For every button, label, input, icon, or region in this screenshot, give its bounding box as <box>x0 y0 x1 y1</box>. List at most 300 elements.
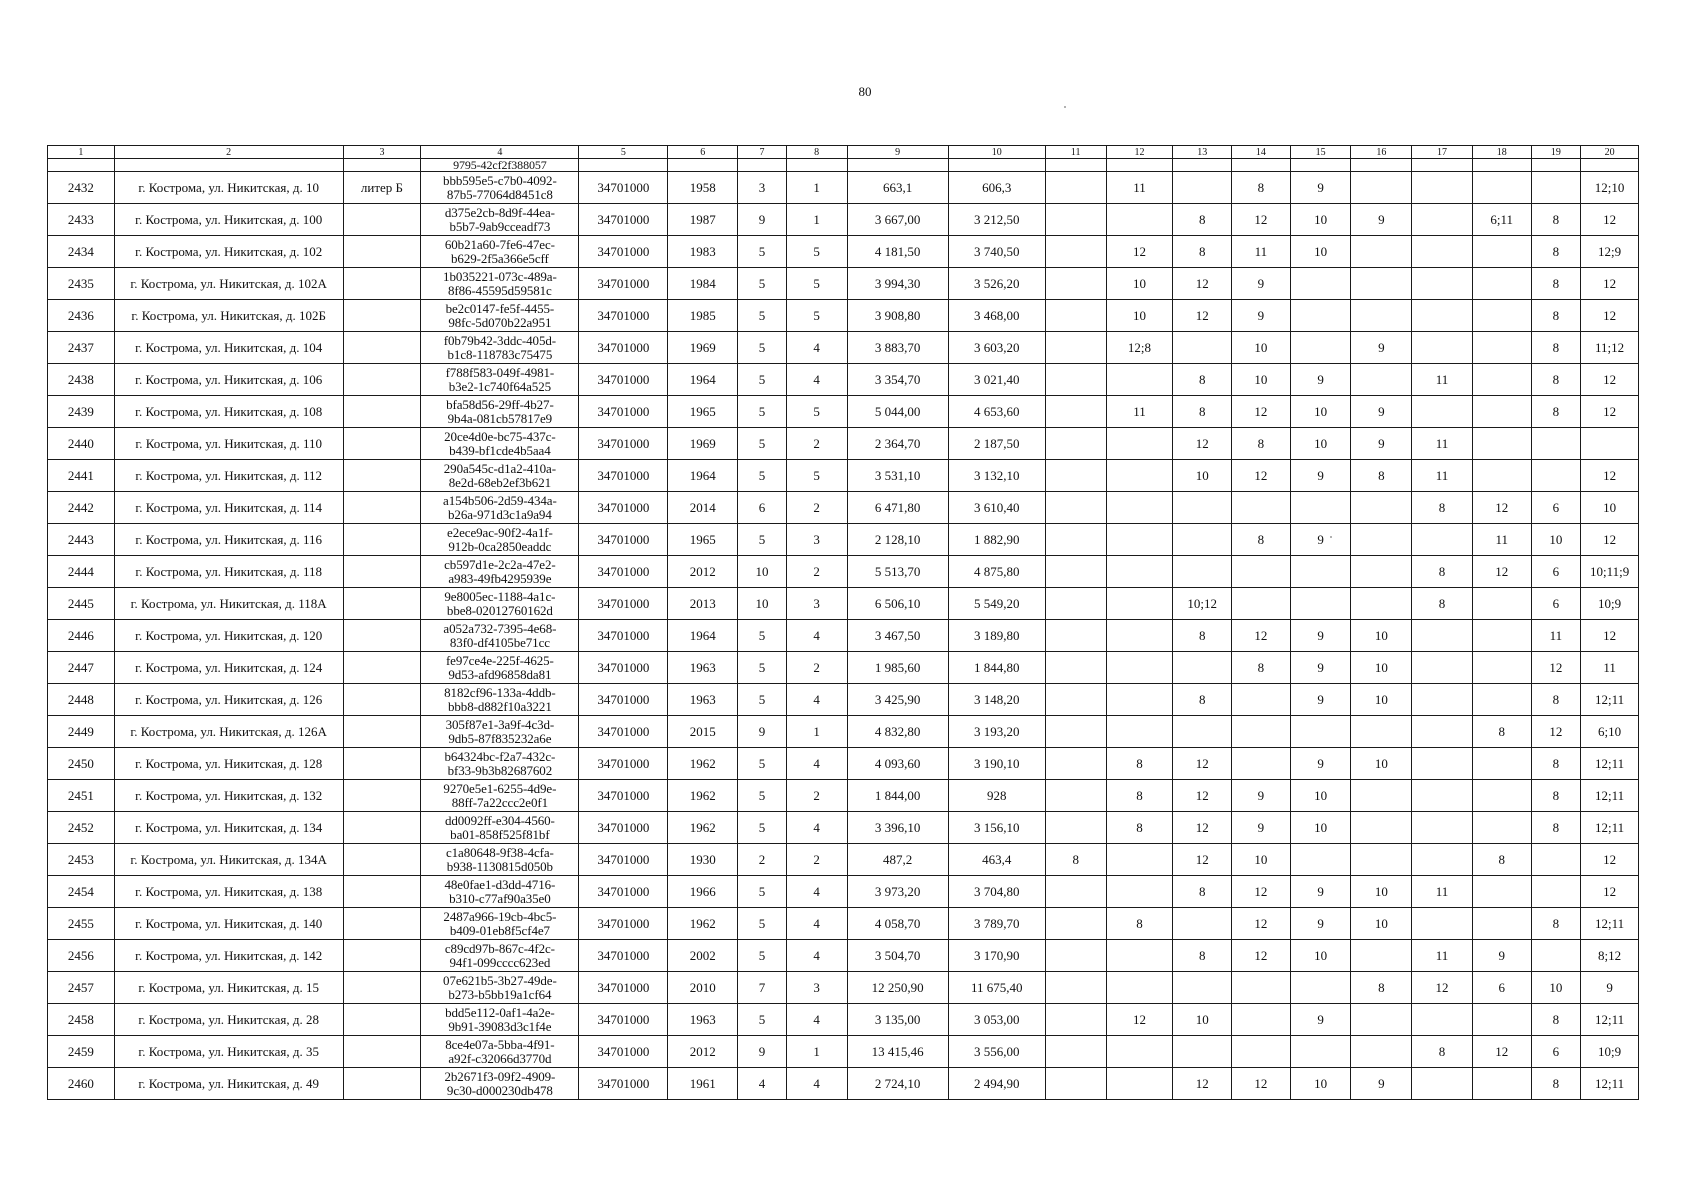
column-11-cell <box>1045 1004 1106 1036</box>
row-number: 2446 <box>48 620 115 652</box>
page-number: 80 <box>858 84 872 99</box>
address-cell: г. Кострома, ул. Никитская, д. 140 <box>114 908 343 940</box>
table-row <box>48 716 1639 748</box>
column-19-cell <box>1531 460 1581 492</box>
column-13-cell: 12 <box>1173 268 1232 300</box>
column-19-cell: 6 <box>1531 588 1581 620</box>
column-16-cell <box>1351 236 1412 268</box>
liter-cell <box>343 812 421 844</box>
column-18-cell <box>1472 588 1531 620</box>
column-10-cell: 606,3 <box>948 172 1045 204</box>
uuid-line: 8182cf96-133a-4ddb- <box>444 684 556 700</box>
year-cell: 1985 <box>668 300 738 332</box>
address-cell: г. Кострома, ул. Никитская, д. 112 <box>114 460 343 492</box>
column-12-cell: 8 <box>1106 780 1173 812</box>
column-7-cell: 5 <box>738 620 787 652</box>
oktmo-cell: 34701000 <box>579 1068 668 1100</box>
uuid-line: 88ff-7a22ccc2e0f1 <box>451 794 548 810</box>
column-16-cell <box>1351 524 1412 556</box>
column-15-cell <box>1290 588 1351 620</box>
uuid-line: 8f86-45595d59581c <box>448 282 552 298</box>
column-12-cell: 12 <box>1106 236 1173 268</box>
column-14-cell <box>1232 1036 1291 1068</box>
column-20-cell <box>1581 428 1639 460</box>
column-17-cell: 11 <box>1412 364 1473 396</box>
column-12-cell <box>1106 556 1173 588</box>
column-14-cell: 10 <box>1232 364 1291 396</box>
column-8-cell: 1 <box>786 716 847 748</box>
column-7-cell: 5 <box>738 236 787 268</box>
column-11-cell <box>1045 588 1106 620</box>
column-9-cell: 3 973,20 <box>847 876 948 908</box>
uuid-line: d375e2cb-8d9f-44ea- <box>444 204 555 220</box>
column-14-cell: 8 <box>1232 428 1291 460</box>
oktmo-cell: 34701000 <box>579 300 668 332</box>
oktmo-cell: 34701000 <box>579 172 668 204</box>
address-cell: г. Кострома, ул. Никитская, д. 126А <box>114 716 343 748</box>
uuid-line: b629-2f5a366e5cff <box>451 250 549 266</box>
uuid-cell <box>421 524 579 556</box>
column-9-cell: 3 531,10 <box>847 460 948 492</box>
column-14-cell <box>1232 492 1291 524</box>
column-13-cell: 8 <box>1173 396 1232 428</box>
oktmo-cell: 34701000 <box>579 524 668 556</box>
column-17-cell: 8 <box>1412 588 1473 620</box>
column-18-cell <box>1472 236 1531 268</box>
column-7-cell: 5 <box>738 332 787 364</box>
column-18-cell: 8 <box>1472 844 1531 876</box>
column-7-cell: 5 <box>738 524 787 556</box>
oktmo-cell: 34701000 <box>579 812 668 844</box>
column-17-cell: 8 <box>1412 556 1473 588</box>
uuid-cell <box>421 460 579 492</box>
column-15-cell: 9 <box>1290 524 1351 556</box>
column-13-cell: 8 <box>1173 364 1232 396</box>
uuid-line: b409-01eb8f5cf4e7 <box>449 922 550 938</box>
column-14-cell: 8 <box>1232 172 1291 204</box>
column-11-cell <box>1045 396 1106 428</box>
year-cell: 2010 <box>668 972 738 1004</box>
column-9-cell: 5 513,70 <box>847 556 948 588</box>
column-12-cell: 11 <box>1106 172 1173 204</box>
column-8-cell: 3 <box>786 972 847 1004</box>
address-cell: г. Кострома, ул. Никитская, д. 128 <box>114 748 343 780</box>
column-number-18: 18 <box>1472 146 1531 159</box>
uuid-line: a154b506-2d59-434a- <box>443 492 557 508</box>
row-number: 2452 <box>48 812 115 844</box>
column-14-cell: 12 <box>1232 876 1291 908</box>
uuid-cell <box>421 588 579 620</box>
row-number: 2443 <box>48 524 115 556</box>
row-number: 2445 <box>48 588 115 620</box>
column-14-cell: 10 <box>1232 844 1291 876</box>
column-10-cell: 11 675,40 <box>948 972 1045 1004</box>
column-20-cell: 12;11 <box>1581 908 1639 940</box>
uuid-line: b26a-971d3c1a9a94 <box>448 506 552 522</box>
column-19-cell: 8 <box>1531 908 1581 940</box>
oktmo-cell: 34701000 <box>579 908 668 940</box>
column-8-cell: 5 <box>786 300 847 332</box>
row-number: 2436 <box>48 300 115 332</box>
column-17-cell: 11 <box>1412 940 1473 972</box>
column-10-cell: 1 844,80 <box>948 652 1045 684</box>
column-8-cell: 1 <box>786 172 847 204</box>
column-8-cell: 2 <box>786 652 847 684</box>
column-14-cell: 12 <box>1232 1068 1291 1100</box>
year-cell: 1963 <box>668 652 738 684</box>
column-9-cell: 5 044,00 <box>847 396 948 428</box>
column-number-3: 3 <box>343 146 421 159</box>
oktmo-cell: 34701000 <box>579 364 668 396</box>
column-8-cell: 2 <box>786 556 847 588</box>
table-row <box>48 300 1639 332</box>
uuid-line: 290a545c-d1a2-410a- <box>443 460 556 476</box>
column-14-cell <box>1232 972 1291 1004</box>
column-18-cell <box>1472 1004 1531 1036</box>
uuid-line: 48e0fae1-d3dd-4716- <box>444 876 556 892</box>
uuid-line: b310-c77af90a35e0 <box>449 890 551 906</box>
oktmo-cell: 34701000 <box>579 1004 668 1036</box>
uuid-line: 305f87e1-3a9f-4c3d- <box>445 716 555 732</box>
column-8-cell: 5 <box>786 268 847 300</box>
column-19-cell: 8 <box>1531 396 1581 428</box>
uuid-line: e2ece9ac-90f2-4a1f- <box>447 524 553 540</box>
column-9-cell: 12 250,90 <box>847 972 948 1004</box>
liter-cell <box>343 428 421 460</box>
column-9-cell: 663,1 <box>847 172 948 204</box>
column-10-cell: 3 021,40 <box>948 364 1045 396</box>
column-8-cell: 2 <box>786 492 847 524</box>
address-cell: г. Кострома, ул. Никитская, д. 142 <box>114 940 343 972</box>
uuid-line: dd0092ff-e304-4560- <box>444 812 555 828</box>
uuid-line: a052a732-7395-4e68- <box>443 620 557 636</box>
column-7-cell: 5 <box>738 780 787 812</box>
column-20-cell: 10 <box>1581 492 1639 524</box>
column-11-cell <box>1045 492 1106 524</box>
column-13-cell <box>1173 332 1232 364</box>
address-cell: г. Кострома, ул. Никитская, д. 106 <box>114 364 343 396</box>
column-16-cell <box>1351 1036 1412 1068</box>
column-19-cell: 12 <box>1531 652 1581 684</box>
column-8-cell: 4 <box>786 908 847 940</box>
uuid-line: be2c0147-fe5f-4455- <box>445 300 555 316</box>
year-cell: 2012 <box>668 556 738 588</box>
liter-cell <box>343 1004 421 1036</box>
column-18-cell <box>1472 268 1531 300</box>
column-13-cell: 8 <box>1173 236 1232 268</box>
uuid-line: ba01-858f525f81bf <box>450 826 550 842</box>
column-number-8: 8 <box>786 146 847 159</box>
oktmo-cell: 34701000 <box>579 940 668 972</box>
year-cell: 1964 <box>668 620 738 652</box>
table-row <box>48 1036 1639 1068</box>
column-18-cell: 12 <box>1472 1036 1531 1068</box>
column-16-cell <box>1351 940 1412 972</box>
column-17-cell <box>1412 652 1473 684</box>
column-9-cell: 1 844,00 <box>847 780 948 812</box>
address-cell: г. Кострома, ул. Никитская, д. 118 <box>114 556 343 588</box>
column-9-cell: 2 128,10 <box>847 524 948 556</box>
oktmo-cell: 34701000 <box>579 588 668 620</box>
year-cell: 1965 <box>668 396 738 428</box>
address-cell: г. Кострома, ул. Никитская, д. 126 <box>114 684 343 716</box>
column-20-cell: 12;11 <box>1581 780 1639 812</box>
liter-cell: литер Б <box>343 172 421 204</box>
column-13-cell <box>1173 972 1232 1004</box>
uuid-cell <box>421 300 579 332</box>
column-13-cell: 8 <box>1173 876 1232 908</box>
column-17-cell <box>1412 748 1473 780</box>
column-16-cell: 10 <box>1351 908 1412 940</box>
uuid-line: cb597d1e-2c2a-47e2- <box>444 556 556 572</box>
uuid-line: a983-49fb4295939e <box>448 570 552 586</box>
column-7-cell: 10 <box>738 556 787 588</box>
column-8-cell: 3 <box>786 588 847 620</box>
column-10-cell: 3 132,10 <box>948 460 1045 492</box>
address-cell: г. Кострома, ул. Никитская, д. 134 <box>114 812 343 844</box>
uuid-line: c89cd97b-867c-4f2c- <box>444 940 555 956</box>
uuid-line: 07e621b5-3b27-49de- <box>443 972 557 988</box>
uuid-cell <box>421 492 579 524</box>
column-15-cell <box>1290 1036 1351 1068</box>
column-12-cell <box>1106 620 1173 652</box>
column-13-cell: 10 <box>1173 460 1232 492</box>
column-number-4: 4 <box>421 146 579 159</box>
uuid-cell <box>421 940 579 972</box>
column-number-17: 17 <box>1412 146 1473 159</box>
table-row <box>48 396 1639 428</box>
column-16-cell: 9 <box>1351 396 1412 428</box>
column-7-cell: 6 <box>738 492 787 524</box>
column-13-cell <box>1173 716 1232 748</box>
column-20-cell: 12;11 <box>1581 684 1639 716</box>
column-20-cell: 12 <box>1581 620 1639 652</box>
column-8-cell: 1 <box>786 1036 847 1068</box>
column-17-cell <box>1412 524 1473 556</box>
column-7-cell: 5 <box>738 300 787 332</box>
column-19-cell: 8 <box>1531 780 1581 812</box>
column-20-cell: 12;11 <box>1581 1068 1639 1100</box>
column-10-cell: 2 187,50 <box>948 428 1045 460</box>
column-18-cell <box>1472 172 1531 204</box>
column-11-cell <box>1045 620 1106 652</box>
year-cell: 1964 <box>668 364 738 396</box>
address-cell: г. Кострома, ул. Никитская, д. 102Б <box>114 300 343 332</box>
uuid-cell <box>421 972 579 1004</box>
column-12-cell <box>1106 940 1173 972</box>
column-19-cell: 12 <box>1531 716 1581 748</box>
column-14-cell: 12 <box>1232 204 1291 236</box>
column-17-cell: 11 <box>1412 876 1473 908</box>
uuid-cell <box>421 620 579 652</box>
column-7-cell: 9 <box>738 204 787 236</box>
column-9-cell: 13 415,46 <box>847 1036 948 1068</box>
column-number-13: 13 <box>1173 146 1232 159</box>
column-10-cell: 3 190,10 <box>948 748 1045 780</box>
column-13-cell: 8 <box>1173 620 1232 652</box>
column-9-cell: 3 354,70 <box>847 364 948 396</box>
column-10-cell: 3 603,20 <box>948 332 1045 364</box>
liter-cell <box>343 684 421 716</box>
address-cell: г. Кострома, ул. Никитская, д. 118А <box>114 588 343 620</box>
table-row <box>48 588 1639 620</box>
liter-cell <box>343 492 421 524</box>
liter-cell <box>343 588 421 620</box>
column-11-cell <box>1045 940 1106 972</box>
uuid-line: fe97ce4e-225f-4625- <box>445 652 554 668</box>
column-16-cell <box>1351 492 1412 524</box>
uuid-line: 9c30-d000230db478 <box>446 1082 553 1098</box>
column-number-16: 16 <box>1351 146 1412 159</box>
year-cell: 1969 <box>668 332 738 364</box>
uuid-line: 8ce4e07a-5bba-4f91- <box>445 1036 555 1052</box>
liter-cell <box>343 780 421 812</box>
column-number-2: 2 <box>114 146 343 159</box>
column-7-cell: 7 <box>738 972 787 1004</box>
row-number: 2438 <box>48 364 115 396</box>
column-8-cell: 5 <box>786 236 847 268</box>
row-number: 2449 <box>48 716 115 748</box>
column-17-cell <box>1412 716 1473 748</box>
column-19-cell: 8 <box>1531 1068 1581 1100</box>
column-13-cell <box>1173 908 1232 940</box>
column-7-cell: 5 <box>738 812 787 844</box>
column-15-cell: 10 <box>1290 236 1351 268</box>
year-cell: 1962 <box>668 908 738 940</box>
table-row <box>48 460 1639 492</box>
row-number: 2448 <box>48 684 115 716</box>
uuid-line: b64324bc-f2a7-432c- <box>444 748 556 764</box>
column-11-cell <box>1045 908 1106 940</box>
column-9-cell: 3 504,70 <box>847 940 948 972</box>
column-8-cell: 1 <box>786 204 847 236</box>
column-9-cell: 3 908,80 <box>847 300 948 332</box>
column-11-cell <box>1045 524 1106 556</box>
column-12-cell <box>1106 652 1173 684</box>
table-cell <box>847 159 948 172</box>
address-cell: г. Кострома, ул. Никитская, д. 132 <box>114 780 343 812</box>
column-10-cell: 4 653,60 <box>948 396 1045 428</box>
row-number: 2447 <box>48 652 115 684</box>
liter-cell <box>343 1036 421 1068</box>
column-17-cell: 8 <box>1412 492 1473 524</box>
uuid-cell <box>421 780 579 812</box>
column-18-cell: 12 <box>1472 556 1531 588</box>
uuid-cell <box>421 236 579 268</box>
column-18-cell: 11 <box>1472 524 1531 556</box>
table-row <box>48 652 1639 684</box>
column-20-cell: 12 <box>1581 844 1639 876</box>
column-15-cell: 10 <box>1290 812 1351 844</box>
column-7-cell: 9 <box>738 716 787 748</box>
oktmo-cell: 34701000 <box>579 268 668 300</box>
column-12-cell <box>1106 524 1173 556</box>
row-number: 2437 <box>48 332 115 364</box>
column-20-cell: 12 <box>1581 300 1639 332</box>
column-19-cell <box>1531 876 1581 908</box>
row-number: 2440 <box>48 428 115 460</box>
column-16-cell: 10 <box>1351 652 1412 684</box>
oktmo-cell: 34701000 <box>579 780 668 812</box>
column-14-cell: 9 <box>1232 300 1291 332</box>
column-number-19: 19 <box>1531 146 1581 159</box>
row-number: 2456 <box>48 940 115 972</box>
address-cell: г. Кострома, ул. Никитская, д. 120 <box>114 620 343 652</box>
column-18-cell <box>1472 332 1531 364</box>
table-cell <box>1472 159 1531 172</box>
column-11-cell <box>1045 172 1106 204</box>
column-19-cell: 11 <box>1531 620 1581 652</box>
column-7-cell: 2 <box>738 844 787 876</box>
column-7-cell: 5 <box>738 460 787 492</box>
column-12-cell <box>1106 716 1173 748</box>
row-number: 2455 <box>48 908 115 940</box>
column-16-cell: 10 <box>1351 684 1412 716</box>
uuid-cell <box>421 428 579 460</box>
column-19-cell <box>1531 940 1581 972</box>
column-number-6: 6 <box>668 146 738 159</box>
column-8-cell: 5 <box>786 460 847 492</box>
year-cell: 1984 <box>668 268 738 300</box>
column-9-cell: 1 985,60 <box>847 652 948 684</box>
column-14-cell: 12 <box>1232 620 1291 652</box>
column-8-cell: 2 <box>786 780 847 812</box>
column-13-cell: 10 <box>1173 1004 1232 1036</box>
column-11-cell <box>1045 1036 1106 1068</box>
column-18-cell <box>1472 748 1531 780</box>
address-cell: г. Кострома, ул. Никитская, д. 110 <box>114 428 343 460</box>
column-20-cell: 12;11 <box>1581 1004 1639 1036</box>
table-cell <box>1106 159 1173 172</box>
column-10-cell: 3 156,10 <box>948 812 1045 844</box>
year-cell: 2014 <box>668 492 738 524</box>
column-14-cell: 12 <box>1232 908 1291 940</box>
column-16-cell: 9 <box>1351 428 1412 460</box>
row-number: 2457 <box>48 972 115 1004</box>
table-row <box>48 236 1639 268</box>
year-cell: 1987 <box>668 204 738 236</box>
uuid-line: 2487a966-19cb-4bc5- <box>443 908 557 924</box>
column-18-cell: 6 <box>1472 972 1531 1004</box>
column-11-cell <box>1045 268 1106 300</box>
uuid-line: b3e2-1c740f64a525 <box>448 378 552 394</box>
column-17-cell: 12 <box>1412 972 1473 1004</box>
column-7-cell: 5 <box>738 652 787 684</box>
column-7-cell: 5 <box>738 748 787 780</box>
year-cell: 1930 <box>668 844 738 876</box>
column-8-cell: 4 <box>786 332 847 364</box>
column-18-cell <box>1472 812 1531 844</box>
column-20-cell: 10;9 <box>1581 1036 1639 1068</box>
row-number: 2435 <box>48 268 115 300</box>
uuid-line: 60b21a60-7fe6-47ec- <box>444 236 555 252</box>
column-16-cell: 10 <box>1351 620 1412 652</box>
column-16-cell <box>1351 588 1412 620</box>
oktmo-cell: 34701000 <box>579 428 668 460</box>
row-number: 2454 <box>48 876 115 908</box>
table-cell <box>343 159 421 172</box>
table-row <box>48 940 1639 972</box>
uuid-cell <box>421 908 579 940</box>
table-row <box>48 844 1639 876</box>
column-11-cell <box>1045 460 1106 492</box>
column-8-cell: 5 <box>786 396 847 428</box>
oktmo-cell: 34701000 <box>579 492 668 524</box>
year-cell: 1962 <box>668 812 738 844</box>
column-15-cell <box>1290 972 1351 1004</box>
column-12-cell: 12;8 <box>1106 332 1173 364</box>
column-18-cell <box>1472 300 1531 332</box>
